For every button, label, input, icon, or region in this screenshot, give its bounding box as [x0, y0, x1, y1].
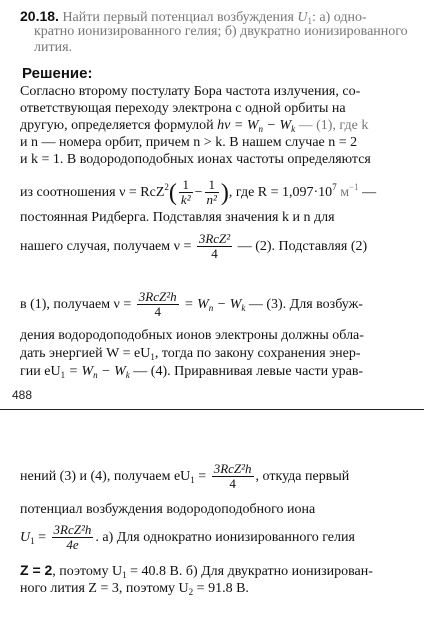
z-equals-2: Z = 2 [20, 562, 53, 578]
frac-num: 3RcZ²h [53, 522, 92, 538]
text-segment: из соотношения ν = RcZ [20, 185, 165, 200]
fraction-1-n2 [205, 178, 219, 207]
solution-line-2: ответствующая переходу электрона с одной орбиты на [20, 101, 346, 116]
problem-number: 20.18. [20, 8, 59, 24]
text-segment: в (1), получаем ν = [20, 297, 132, 312]
formula-1b: − W [263, 118, 292, 133]
solution-line-12 [20, 364, 418, 383]
fraction-1-k2 [179, 178, 193, 207]
sub-1: 1 [150, 352, 155, 362]
cont-line-5 [20, 581, 418, 600]
text-segment: — (4). Приравнивая левые части урав- [129, 364, 364, 379]
sub-n: n [208, 303, 214, 313]
text-segment: = 40.8 В. б) Для двукратно ионизирован- [126, 564, 373, 579]
text-segment: , откуда первый [255, 469, 350, 484]
sub-1: 1 [60, 370, 66, 380]
problem-text: Найти первый потенциал возбуждения [62, 10, 294, 25]
unit-m: м [336, 185, 350, 200]
right-paren: ) [220, 179, 229, 206]
text-segment: , где R = 1,097·10 [228, 185, 333, 200]
text-segment: . а) Для однократно ионизированного гелия [95, 530, 355, 545]
solution-line-1: Согласно второму постулату Бора частота излучения, со- [20, 84, 361, 99]
lower-page [0, 416, 424, 621]
problem-text-2: : а) одно- [312, 10, 367, 25]
formula-eq: = W [184, 297, 209, 312]
sub-k: k [125, 370, 130, 380]
sub-k: k [241, 303, 246, 313]
solution-heading: Решение: [22, 65, 93, 82]
text-segment: — [358, 185, 377, 200]
text-segment: нашего случая, получаем ν = [20, 239, 192, 254]
symbol-u-sub: 1 [307, 16, 313, 26]
sub-n: n [258, 124, 263, 134]
frac-num: 3RcZ²h [213, 461, 252, 477]
sub-2: 2 [188, 587, 194, 597]
solution-line-7: постоянная Ридберга. Подставляя значения k и n для [20, 210, 335, 225]
frac-den: 4 [229, 476, 236, 492]
problem-line-2: кратно ионизированного гелия; б) двукратно ионизированного [34, 24, 408, 39]
frac-num: 3RcZ² [198, 231, 231, 247]
text-segment: = 91.8 В. [193, 581, 249, 596]
text-segment: ного лития Z = 3, поэтому U [20, 581, 189, 596]
solution-line-9 [20, 288, 418, 322]
sub-k: k [291, 124, 296, 134]
frac-den: 4e [66, 537, 79, 553]
frac-den: 4 [154, 304, 161, 320]
equals: = [34, 530, 47, 545]
text-segment: другую, определяется формулой [20, 118, 214, 133]
solution-line-5: и k = 1. В водородоподобных ионах частоты определяются [20, 152, 371, 167]
text-segment: — (1), где k [295, 118, 369, 133]
formula-eq: = W [65, 364, 94, 379]
frac-den: 4 [211, 246, 218, 262]
sup-2: 2 [164, 182, 169, 192]
fraction-3rcz2h-4e [52, 523, 94, 552]
sub-1: 1 [190, 475, 195, 485]
sup-minus1: −1 [349, 182, 359, 192]
text-segment: , тогда по закону сохранения энер- [154, 346, 361, 361]
symbol-u: U [297, 10, 308, 25]
symbol-u: U [20, 530, 31, 545]
fraction-3rcz2-4 [197, 232, 232, 261]
solution-line-10: дения водородоподобных ионов электроны должны обла- [20, 328, 364, 343]
sup-7: 7 [332, 182, 337, 192]
fraction-3rcz2h-4b [212, 462, 254, 491]
sub-1: 1 [122, 570, 127, 580]
left-paren: ( [168, 179, 177, 206]
equals: = [194, 469, 207, 484]
frac-num: 3RcZ²h [138, 289, 177, 305]
text-segment: n — номера орбит, причем n > k. В нашем случае n = 2 [27, 135, 358, 150]
formula-eq-b: − W [213, 297, 242, 312]
formula-eq-b: − W [97, 364, 126, 379]
frac-num: 1 [179, 178, 193, 193]
text-segment: гии eU [20, 364, 61, 379]
solution-line-4 [20, 135, 418, 151]
frac-num: 1 [205, 178, 219, 193]
solution-line-8 [20, 230, 418, 264]
cont-line-1 [20, 460, 418, 494]
text-segment: нений (3) и (4), получаем eU [20, 469, 191, 484]
formula-1: hν = W [217, 118, 259, 133]
fraction-3rcz2h-4 [137, 290, 179, 319]
page-number: 488 [12, 388, 33, 402]
cont-line-3 [20, 520, 418, 556]
text-segment: — (2). Подставляя (2) [237, 239, 368, 254]
problem-line-3: лития. [34, 40, 73, 55]
solution-line-11 [20, 346, 418, 365]
sub-1: 1 [30, 536, 35, 546]
text-segment: и [20, 135, 28, 150]
cont-line-4 [20, 562, 418, 583]
text-segment: , поэтому U [52, 564, 123, 579]
frac-den: k² [180, 192, 191, 208]
cont-line-2: потенциал возбуждения водородоподобного иона [20, 502, 316, 517]
sub-n: n [93, 370, 98, 380]
text-segment: — (3). Для возбуж- [245, 297, 363, 312]
frac-den: n² [206, 192, 217, 208]
text-segment: дать энергией W = eU [20, 346, 151, 361]
solution-line-6: из соотношения ν = RcZ$^2$( $\frac{1}{\text{k²}}$ − $\frac{1}{\text{n²}}$ ), где $R = 1,097\cdot 10^7$ $м^{-1}$ — [20, 177, 377, 208]
